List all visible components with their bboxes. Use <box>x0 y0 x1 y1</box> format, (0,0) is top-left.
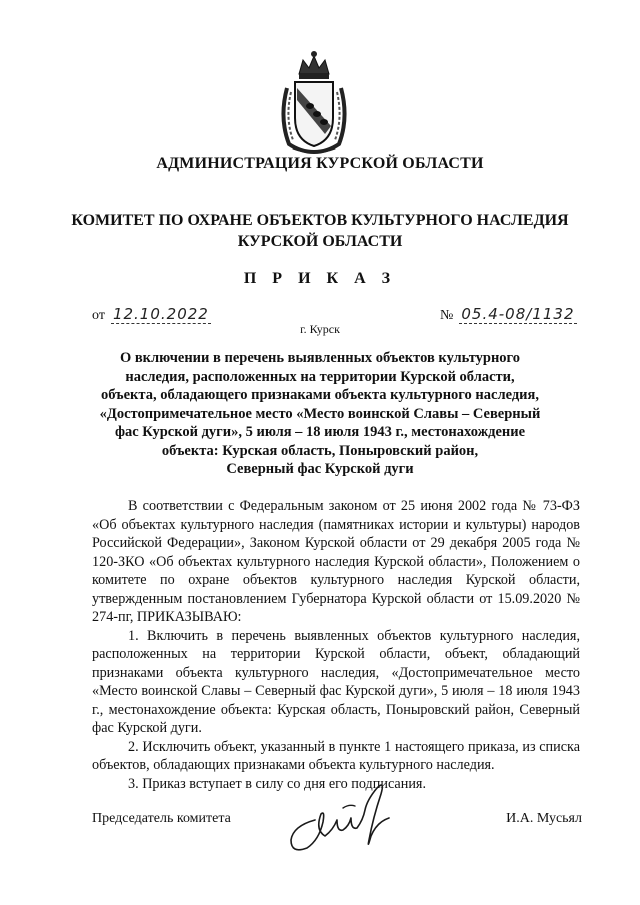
coat-of-arms-emblem <box>275 48 353 156</box>
city-label: г. Курск <box>300 322 340 336</box>
order-item-3: 3. Приказ вступает в силу со дня его подписания. <box>128 775 426 792</box>
signatory-name: И.А. Мусьял <box>506 811 582 826</box>
date-value: 12.10.2022 <box>112 305 209 323</box>
number-prefix: № <box>440 308 454 323</box>
subject-line: Северный фас Курской дуги <box>226 461 414 477</box>
subject-line: фас Курской дуги», 5 июля – 18 июля 1943 г., местонахождение <box>114 424 526 440</box>
signatory-title: Председатель комитета <box>92 811 231 826</box>
order-item-1: 1. Включить в перечень выявленных объектов культурного наследия, расположенных на территории Курской области, объект, обладающий признаками объекта культурного наследия, «Достопримечательное место «Место воинской Славы – Северный фас Курской дуги», 5 июля – 18 июля 1943 г., местонахождение объекта: Курская область, Поныровский район, Северный фас Курской дуги. <box>92 627 580 736</box>
committee-title <box>0 210 640 252</box>
committee-title-line1: КОМИТЕТ ПО ОХРАНЕ ОБЪЕКТОВ КУЛЬТУРНОГО НАСЛЕДИЯ <box>71 212 569 229</box>
subject-line: «Достопримечательное место «Место воинской Славы – Северный <box>99 405 541 422</box>
subject-line: объекта: Курская область, Поныровский район, <box>161 442 479 459</box>
subject-line: О включении в перечень выявленных объектов культурного <box>119 350 521 366</box>
document-type: П Р И К А З <box>243 270 397 287</box>
subject-line: объекта, обладающего признаками объекта культурного наследия, <box>101 387 539 403</box>
order-body <box>92 497 580 793</box>
order-subject <box>85 349 555 479</box>
preamble-paragraph: В соответствии с Федеральным законом от 25 июня 2002 года № 73-ФЗ «Об объектах культурного наследия (памятниках истории и культуры) народов Российской Федерации», Законом Курской области от 29 декабря 2005 года № 120-ЗКО «Об объектах культурного наследия Курской области», Положением о комитете по охране объектов культурного наследия Курской области, утвержденным постановлением Губернатора Курской области от 15.09.2020 № 274-пг, ПРИКАЗЫВАЮ: <box>92 498 580 625</box>
date-prefix: от <box>92 308 105 323</box>
administration-title: АДМИНИСТРАЦИЯ КУРСКОЙ ОБЛАСТИ <box>156 155 484 172</box>
handwritten-signature <box>285 770 400 858</box>
order-item-2: 2. Исключить объект, указанный в пункте 1 настоящего приказа, из списка объектов, обладающих признаками объекта культурного наследия. <box>92 738 580 773</box>
number-value: 05.4-08/1132 <box>461 305 575 323</box>
committee-title-line2: КУРСКОЙ ОБЛАСТИ <box>237 233 403 250</box>
subject-line: наследия, расположенных на территории Курской области, <box>125 368 515 385</box>
